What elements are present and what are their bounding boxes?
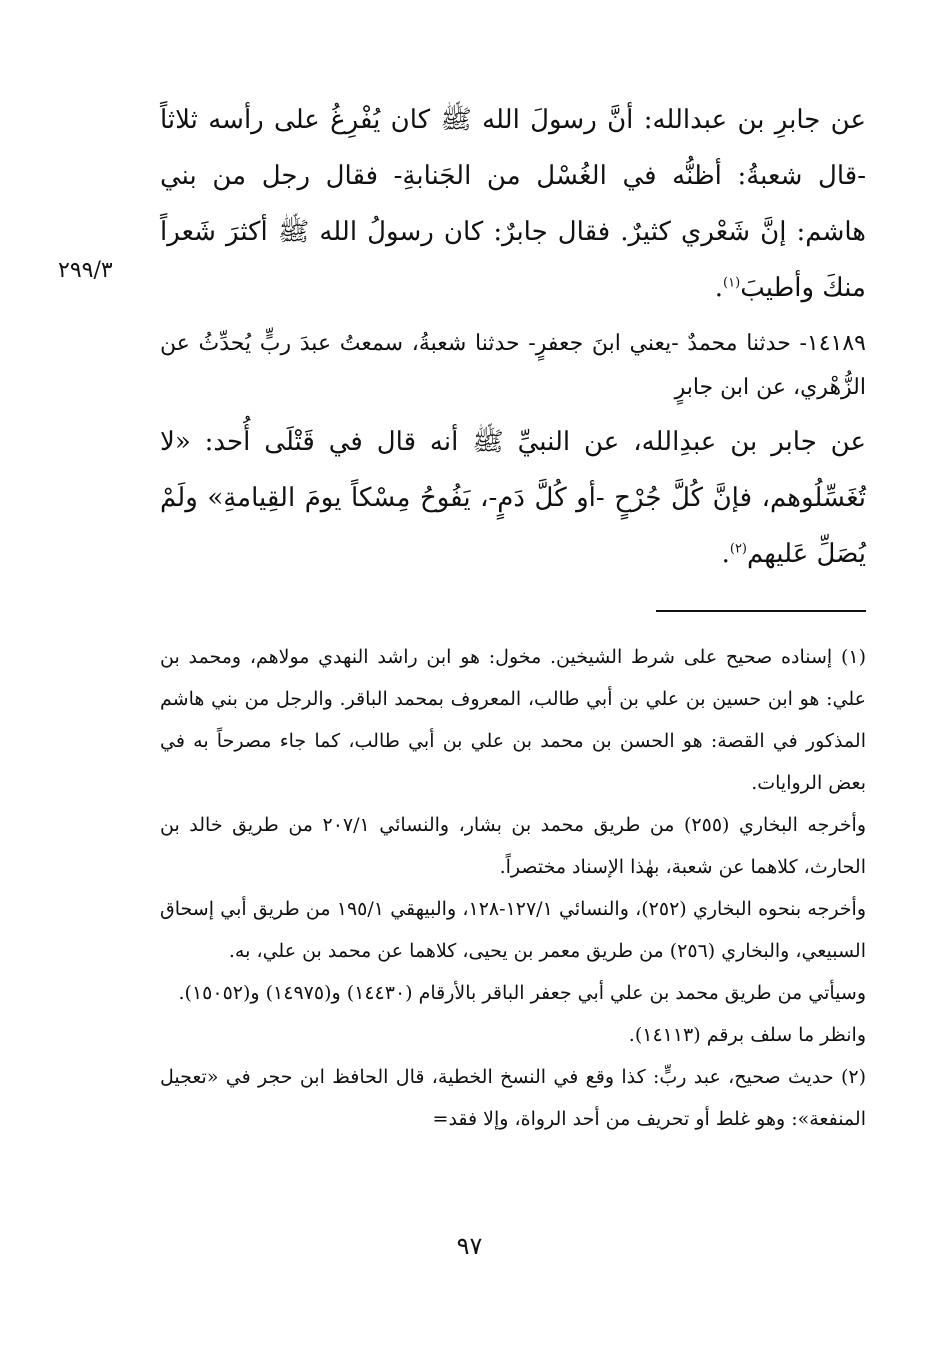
footnote-1-takhrij-b: وأخرجه بنحوه البخاري (٢٥٢)، والنسائي ١٢٧/١-١٢٨، والبيهقي ١٩٥/١ من طريق أبي إسحاق السبيعي، والبخاري (٢٥٦) من طريق معمر بن يحيى، كلاهما عن محمد بن علي، به. (160, 898, 867, 962)
footnote-separator (656, 610, 866, 612)
page-number: ٩٧ (456, 1232, 483, 1260)
footnote-marker-2[interactable]: (٢) (729, 541, 747, 557)
footnotes (160, 636, 866, 1140)
hadith-2-text: عن جابر بن عبدِالله، عن النبيِّ ﷺ أنه قال في قَتْلَى أُحد: «لا تُغَسِّلُوهم، فإنَّ كُلَّ جُرْحٍ -أو كُلَّ دَمٍ-، يَفُوحُ مِسْكاً يومَ القِيامةِ» ولَمْ يُصَلِّ عَليهم (160, 427, 866, 569)
hadith-1-paragraph: عن جابرِ بن عبدالله: أنَّ رسولَ الله ﷺ كان يُفْرِغُ على رأسه ثلاثاً -قال شعبةُ: أظنُّه في الغُسْل من الجَنابةِ- فقال رجل من بني هاشم: إنَّ شَعْري كثيرٌ. فقال جابرٌ: كان رسولُ الله ﷺ أكثرَ شَعراً منكَ وأطيبَ$^{(١)}$. (160, 105, 866, 303)
footnote-2: (٢) حديث صحيح، عبد ربٍّ: كذا وقع في النسخ الخطية، قال الحافظ ابن حجر في «تعجيل المنفعة»: وهو غلط أو تحريف من أحد الرواة، وإلا فقد= (160, 1066, 866, 1130)
footnote-1-cross-ref: وسيأتي من طريق محمد بن علي أبي جعفر الباقر بالأرقام (١٤٤٣٠) و(١٤٩٧٥) و(١٥٠٥٢). (178, 982, 866, 1004)
hadith-2-end-mark: . (721, 539, 730, 569)
footnote-1: (١) إسناده صحيح على شرط الشيخين. مخول: هو ابن راشد النهدي مولاهم، ومحمد بن علي: هو ابن حسين بن علي بن أبي طالب، المعروف بمحمد الباقر. والرجل من بني هاشم المذكور في القصة: هو الحسن بن محمد بن علي بن أبي طالب، كما جاء مصرحاً به في بعض الروايات. (160, 646, 866, 794)
footnote-1-takhrij-a: وأخرجه البخاري (٢٥٥) من طريق محمد بن بشار، والنسائي ٢٠٧/١ من طريق خالد بن الحارث، كلاهما عن شعبة، بهٰذا الإسناد مختصراً. (160, 814, 866, 878)
hadith-1-text: عن جابرِ بن عبدالله: أنَّ رسولَ الله ﷺ كان يُفْرِغُ على رأسه ثلاثاً -قال شعبةُ: أظنُّه في الغُسْل من الجَنابةِ- فقال رجل من بني هاشم: إنَّ شَعْري كثيرٌ. فقال جابرٌ: كان رسولُ الله ﷺ أكثرَ شَعراً منكَ وأطيبَ (160, 105, 866, 303)
hadith-2-isnad (160, 322, 866, 410)
hadith-2-paragraph (160, 414, 866, 582)
volume-page-reference: ٢٩٩/٣ (58, 258, 113, 283)
hadith-2-isnad-text: ١٤١٨٩- حدثنا محمدٌ -يعني ابنَ جعفرٍ- حدثنا شعبةُ، سمعتُ عبدَ ربٍّ يُحدِّثُ عن الزُّهْري، عن ابن جابرٍ (160, 331, 866, 400)
footnote-marker-1[interactable]: (١) (723, 275, 741, 291)
hadith-2 (160, 414, 866, 582)
footnote-1-see-also: وانظر ما سلف برقم (١٤١١٣). (628, 1024, 866, 1046)
hadith-1 (160, 92, 866, 316)
